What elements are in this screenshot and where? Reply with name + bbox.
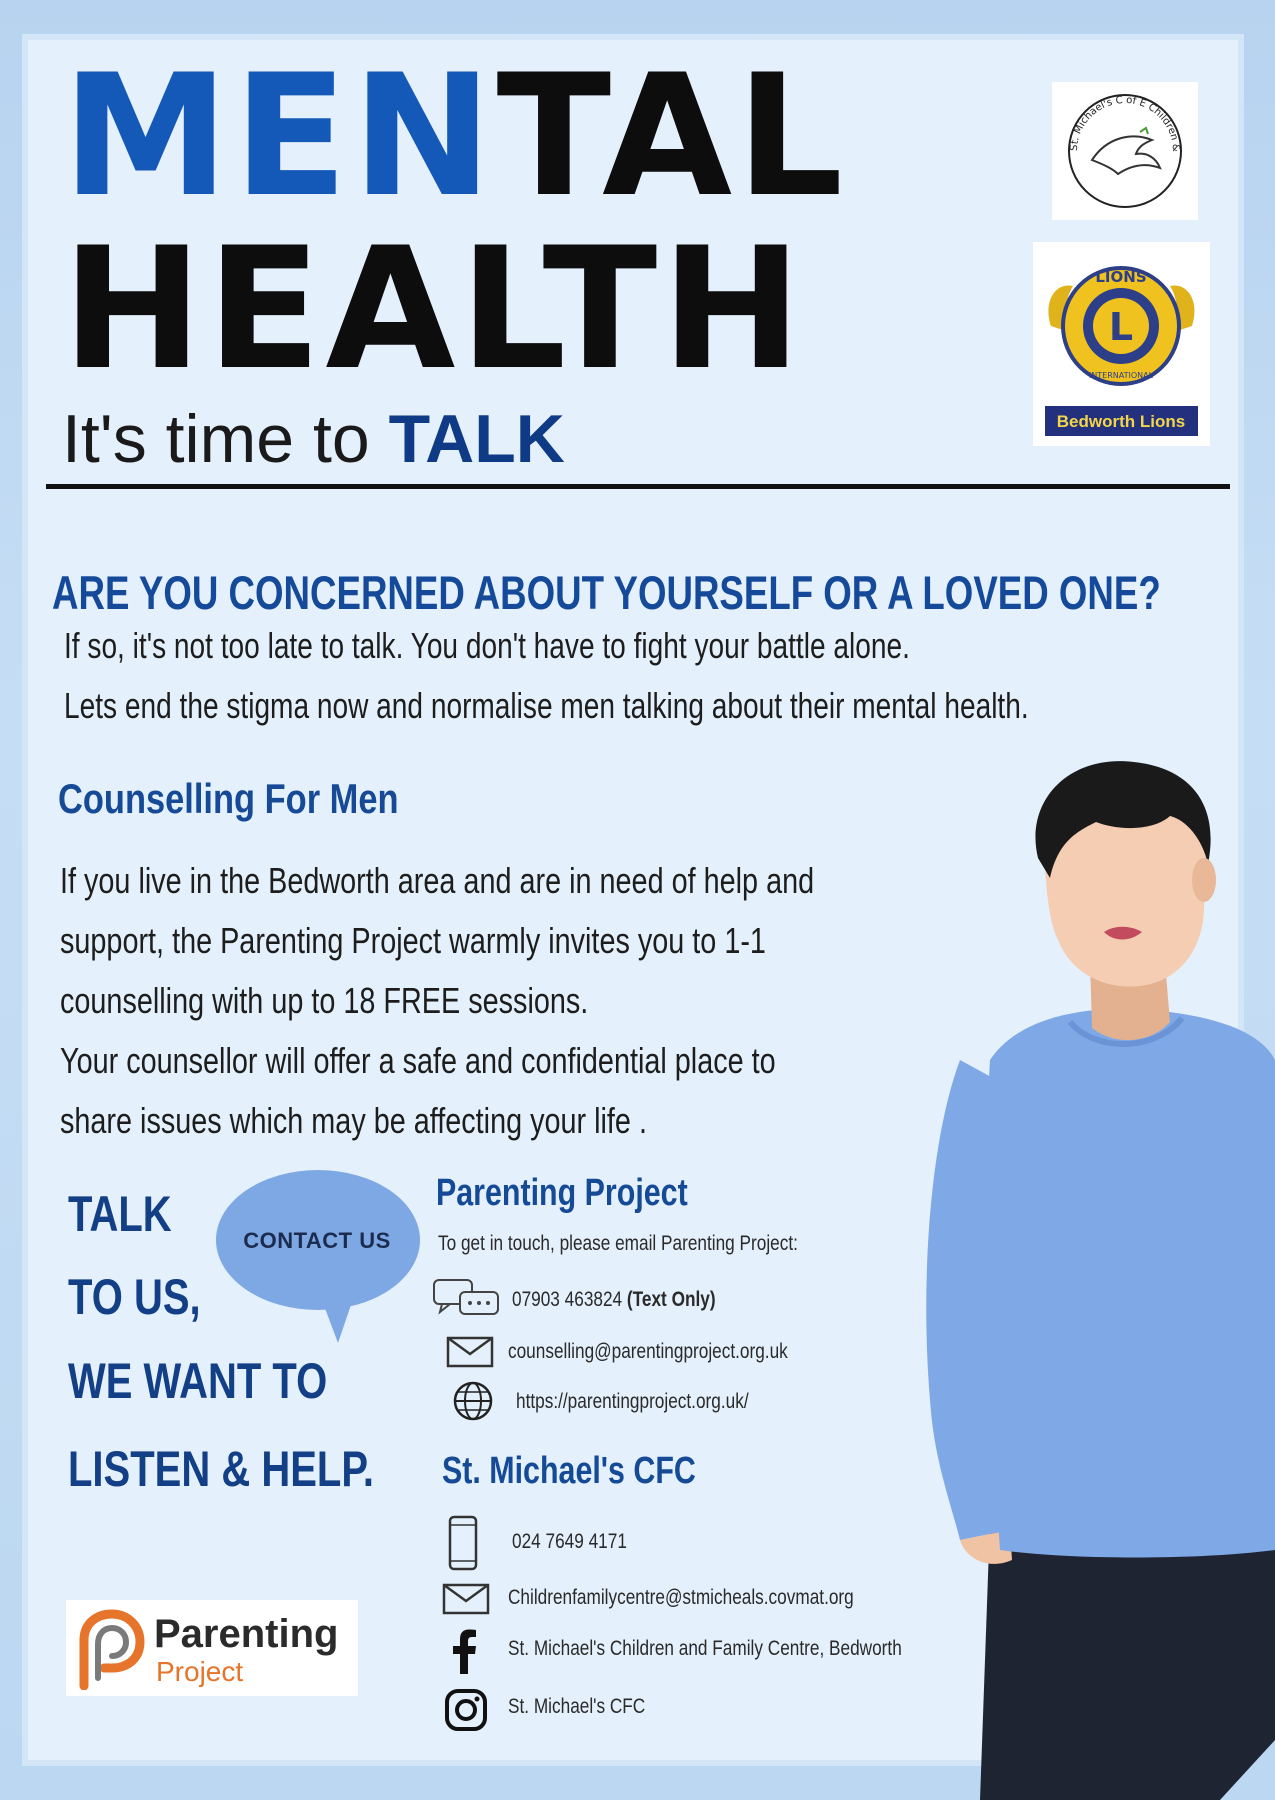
title-men: MEN: [62, 38, 497, 234]
subtitle-prefix: It's time to: [62, 401, 389, 477]
title-divider: [46, 484, 1230, 489]
talk-to-us-line-1: TALK: [68, 1186, 172, 1242]
counselling-line-5: share issues which may be affecting your life .: [60, 1100, 647, 1141]
st-michaels-instagram[interactable]: St. Michael's CFC: [508, 1695, 646, 1718]
parenting-logo-sub: Project: [156, 1656, 244, 1687]
lions-logo: [1033, 242, 1210, 446]
lions-caption: Bedworth Lions: [1056, 412, 1186, 431]
concern-question: ARE YOU CONCERNED ABOUT YOURSELF OR A LOVED ONE?: [52, 566, 1161, 619]
counselling-line-2: support, the Parenting Project warmly invites you to 1-1: [60, 920, 766, 961]
st-michaels-email[interactable]: Childrenfamilycentre@stmicheals.covmat.org: [508, 1586, 854, 1609]
st-michaels-phone[interactable]: 024 7649 4171: [512, 1530, 627, 1553]
counselling-heading: Counselling For Men: [58, 775, 399, 822]
counselling-line-1: If you live in the Bedworth area and are in need of help and: [60, 860, 815, 901]
title-line-2: HEALTH: [62, 211, 806, 407]
instagram-icon: [444, 1688, 488, 1732]
text-message-icon: [432, 1278, 502, 1322]
lions-top-text: LIONS: [1095, 268, 1147, 286]
lions-letter: L: [1108, 305, 1134, 349]
stmichaels-seal-text: St. Michael's C of E Children &: [1068, 94, 1182, 153]
counselling-line-3: counselling with up to 18 FREE sessions.: [60, 980, 589, 1021]
talk-to-us-line-4: LISTEN & HELP.: [68, 1441, 374, 1497]
lions-ring-text: INTERNATIONAL: [1088, 371, 1154, 380]
man-illustration: [920, 760, 1275, 1800]
lions-emblem-icon: [1033, 242, 1210, 446]
counselling-line-4: Your counsellor will offer a safe and confidential place to: [60, 1040, 776, 1081]
phone-note: (Text Only): [626, 1288, 716, 1311]
parenting-project-intro: To get in touch, please email Parenting Project:: [438, 1232, 798, 1255]
talk-to-us-line-2: TO US,: [68, 1269, 201, 1325]
st-michaels-heading: St. Michael's CFC: [442, 1450, 696, 1492]
contact-us-label: CONTACT US: [243, 1228, 391, 1253]
parenting-project-mark-icon: [72, 1606, 152, 1690]
speech-bubble-icon: [210, 1165, 425, 1345]
title-tal: TAL: [496, 38, 848, 234]
title-line-1: [62, 38, 848, 234]
svg-text:St. Michael's C of E Children: [1052, 82, 1181, 152]
stmichaels-seal-icon: [1052, 82, 1198, 220]
mobile-phone-icon: [448, 1515, 478, 1571]
st-michaels-facebook[interactable]: St. Michael's Children and Family Centre, Bedworth: [508, 1637, 902, 1660]
stmichaels-logo: [1052, 82, 1198, 220]
parenting-project-phone[interactable]: [512, 1288, 716, 1312]
talk-to-us-line-3: WE WANT TO: [68, 1353, 328, 1409]
parenting-project-email[interactable]: counselling@parentingproject.org.uk: [508, 1340, 788, 1363]
phone-number: 07903 463824: [512, 1288, 623, 1311]
parenting-logo-name: Parenting: [154, 1612, 339, 1656]
parenting-project-logo: [66, 1600, 358, 1696]
parenting-project-heading: Parenting Project: [436, 1172, 688, 1214]
subtitle-talk: TALK: [388, 401, 565, 477]
intro-line-1: If so, it's not too late to talk. You don't have to fight your battle alone.: [64, 625, 910, 666]
facebook-icon: [450, 1628, 478, 1676]
intro-line-2: Lets end the stigma now and normalise men talking about their mental health.: [64, 685, 1029, 726]
envelope-icon: [442, 1583, 490, 1615]
envelope-icon: [446, 1336, 494, 1368]
parenting-project-website[interactable]: https://parentingproject.org.uk/: [516, 1390, 749, 1413]
subtitle: [62, 401, 565, 477]
globe-icon: [452, 1380, 494, 1422]
